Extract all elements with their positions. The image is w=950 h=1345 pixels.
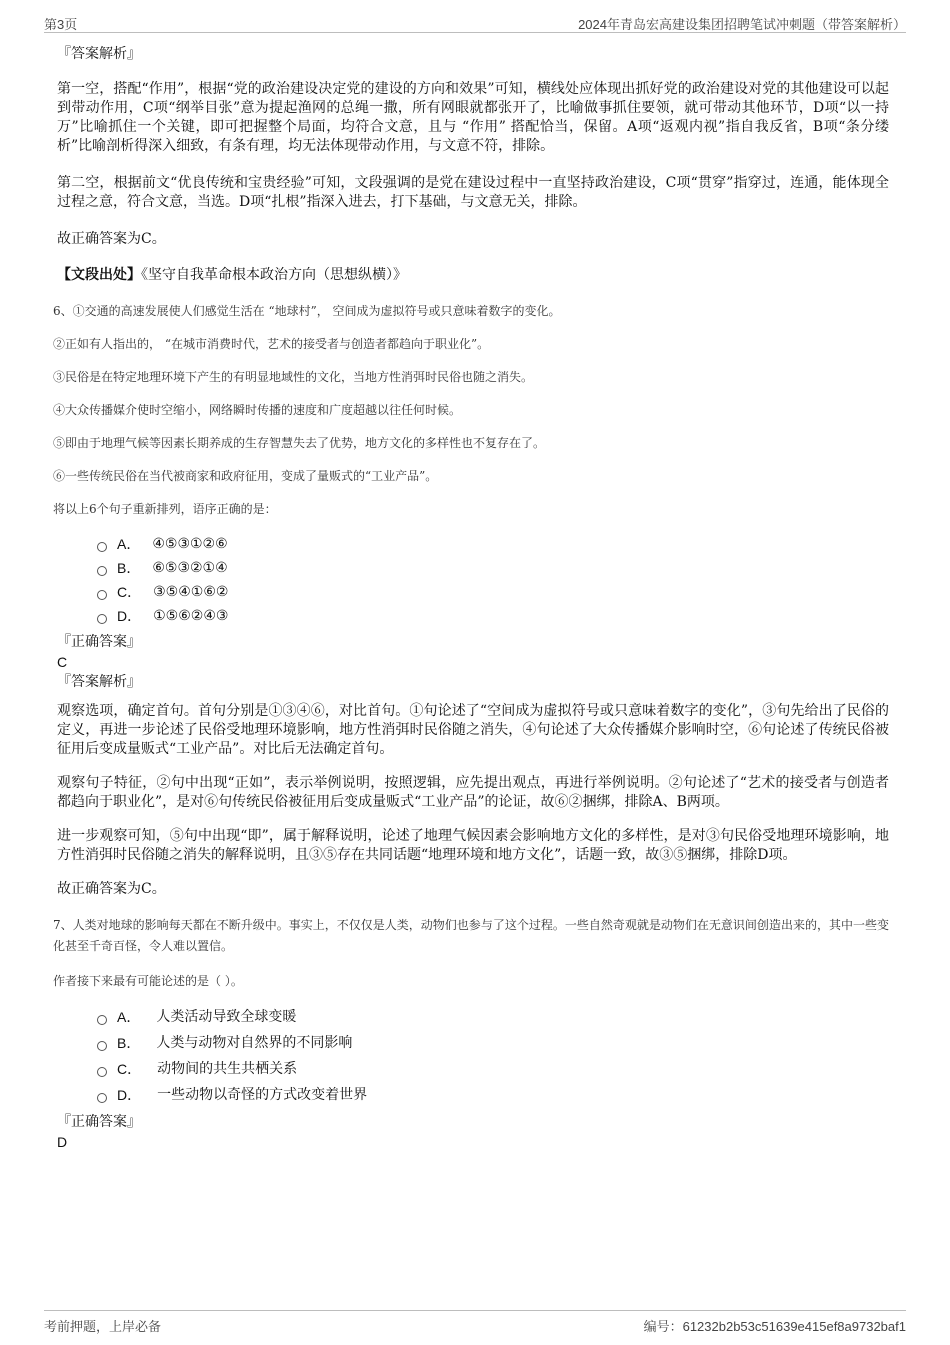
- q6-correct-label: 『正确答案』: [57, 634, 141, 650]
- q6-option-b[interactable]: B． ⑥⑤③②①④: [97, 556, 889, 580]
- q7-prompt: 作者接下来最有可能论述的是（ ）。: [53, 974, 243, 988]
- q6-sentence-4: ④大众传播媒介使时空缩小，网络瞬时传播的速度和广度超越以往任何时候。: [53, 403, 462, 417]
- q5-source: [57, 265, 889, 285]
- page-header: [44, 10, 906, 33]
- source-title: 《坚守自我革命根本政治方向（思想纵横）》: [141, 267, 407, 283]
- q6-sentence-1: 6、①交通的高速发展使人们感觉生活在 “地球村”， 空间成为虚拟符号或只意味着数字的变化。: [53, 304, 561, 318]
- q6-sentence-5: ⑤即由于地理气候等因素长期养成的生存智慧失去了优势，地方文化的多样性也不复存在了。: [53, 436, 546, 450]
- page-footer: [44, 1310, 906, 1339]
- question-6: [53, 303, 889, 518]
- q7-options: [97, 1004, 889, 1108]
- q5-conclusion: 故正确答案为C。: [57, 231, 166, 247]
- footer-slogan: 考前押题，上岸必备: [44, 1319, 162, 1334]
- q6-analysis-para-3: 进一步观察可知，⑤句中出现“即”，属于解释说明，论述了地理气候因素会影响地方文化的多样性，是对③句民俗受地理环境影响，地方性消弭时民俗随之消失的解释说明，且③⑤存在共同话题“地理环境和地方文化”，话题一致，故③⑤捆绑，排除D项。: [57, 828, 889, 863]
- q6-sentence-2: ②正如有人指出的， “在城市消费时代，艺术的接受者与创造者都趋向于职业化”。: [53, 337, 490, 351]
- radio-icon[interactable]: [97, 1093, 107, 1103]
- page-content: [53, 44, 889, 1152]
- document-title: 2024年青岛宏高建设集团招聘笔试冲刺题（带答案解析）: [578, 17, 906, 32]
- q7-option-b[interactable]: B． 人类与动物对自然界的不同影响: [97, 1030, 889, 1056]
- q6-analysis-para-2: 观察句子特征，②句中出现“正如”，表示举例说明，按照逻辑，应先提出观点，再进行举例说明。②句论述了“艺术的接受者与创造者都趋向于职业化”，是对⑥句传统民俗被征用后变成量贩式“工业产品”的论证，故⑥②捆绑，排除A、B两项。: [57, 775, 889, 810]
- radio-icon[interactable]: [97, 1015, 107, 1025]
- q7-correct-label: 『正确答案』: [57, 1114, 141, 1130]
- q6-conclusion: 故正确答案为C。: [57, 881, 166, 897]
- q6-option-a[interactable]: A． ④⑤③①②⑥: [97, 532, 889, 556]
- radio-icon[interactable]: [97, 614, 107, 624]
- q7-option-c[interactable]: C． 动物间的共生共栖关系: [97, 1056, 889, 1082]
- document-code: 编号：61232b2b53c51639e415ef8a9732baf1: [643, 1319, 906, 1334]
- q6-option-c[interactable]: C． ③⑤④①⑥②: [97, 580, 889, 604]
- q6-option-d[interactable]: D． ①⑤⑥②④③: [97, 604, 889, 628]
- radio-icon[interactable]: [97, 1067, 107, 1077]
- q6-correct-answer: C: [57, 654, 68, 670]
- q7-option-d[interactable]: D． 一些动物以奇怪的方式改变着世界: [97, 1082, 889, 1108]
- q6-analysis-label: 『答案解析』: [57, 674, 141, 690]
- q6-sentence-6: ⑥一些传统民俗在当代被商家和政府征用，变成了量贩式的“工业产品”。: [53, 469, 438, 483]
- q5-analysis-para-2: 第二空，根据前文“优良传统和宝贵经验”可知，文段强调的是党在建设过程中一直坚持政治建设，C项“贯穿”指穿过，连通，能体现全过程之意，符合文意，当选。D项“扎根”指深入进去，打下基础，与文意无关，排除。: [57, 175, 889, 210]
- source-label: 【文段出处】: [57, 267, 141, 283]
- page-number: 第3页: [44, 17, 78, 32]
- q5-analysis-para-1: 第一空，搭配“作用”，根据“党的政治建设决定党的建设的方向和效果”可知，横线处应体现出抓好党的政治建设对党的其他建设可以起到带动作用，C项“纲举目张”意为提起渔网的总绳一撒，所有网眼就都张开了，比喻做事抓住要领，就可带动其他环节，D项“以一持万”比喻抓住一个关键，即可把握整个局面，均符合文意，且与 “作用” 搭配恰当，保留。A项“返观内视”指自我反省，B项“条分缕析”比喻剖析得深入细致，有条有理，均无法体现带动作用，与文意不符，排除。: [57, 81, 889, 154]
- question-7: [53, 915, 889, 990]
- q6-options: [97, 532, 889, 628]
- radio-icon[interactable]: [97, 566, 107, 576]
- q6-prompt: 将以上6个句子重新排列，语序正确的是：: [53, 502, 277, 516]
- q5-analysis-label: 『答案解析』: [57, 46, 141, 62]
- q6-analysis-para-1: 观察选项，确定首句。首句分别是①③④⑥，对比首句。①句论述了“空间成为虚拟符号或只意味着数字的变化”，③句先给出了民俗的定义，再进一步论述了民俗受地理环境影响，地方性消弭时民俗随之消失，④句论述了大众传播媒介影响时空，⑥句论述了传统民俗被征用后变成量贩式“工业产品”。对比后无法确定首句。: [57, 703, 889, 757]
- radio-icon[interactable]: [97, 542, 107, 552]
- q7-stem: 7、人类对地球的影响每天都在不断升级中。事实上，不仅仅是人类，动物们也参与了这个过程。一些自然奇观就是动物们在无意识间创造出来的，其中一些变化甚至千奇百怪，令人难以置信。: [53, 918, 889, 953]
- q7-option-a[interactable]: A． 人类活动导致全球变暖: [97, 1004, 889, 1030]
- q6-sentence-3: ③民俗是在特定地理环境下产生的有明显地域性的文化，当地方性消弭时民俗也随之消失。: [53, 370, 534, 384]
- radio-icon[interactable]: [97, 590, 107, 600]
- radio-icon[interactable]: [97, 1041, 107, 1051]
- q7-correct-answer: D: [57, 1134, 68, 1150]
